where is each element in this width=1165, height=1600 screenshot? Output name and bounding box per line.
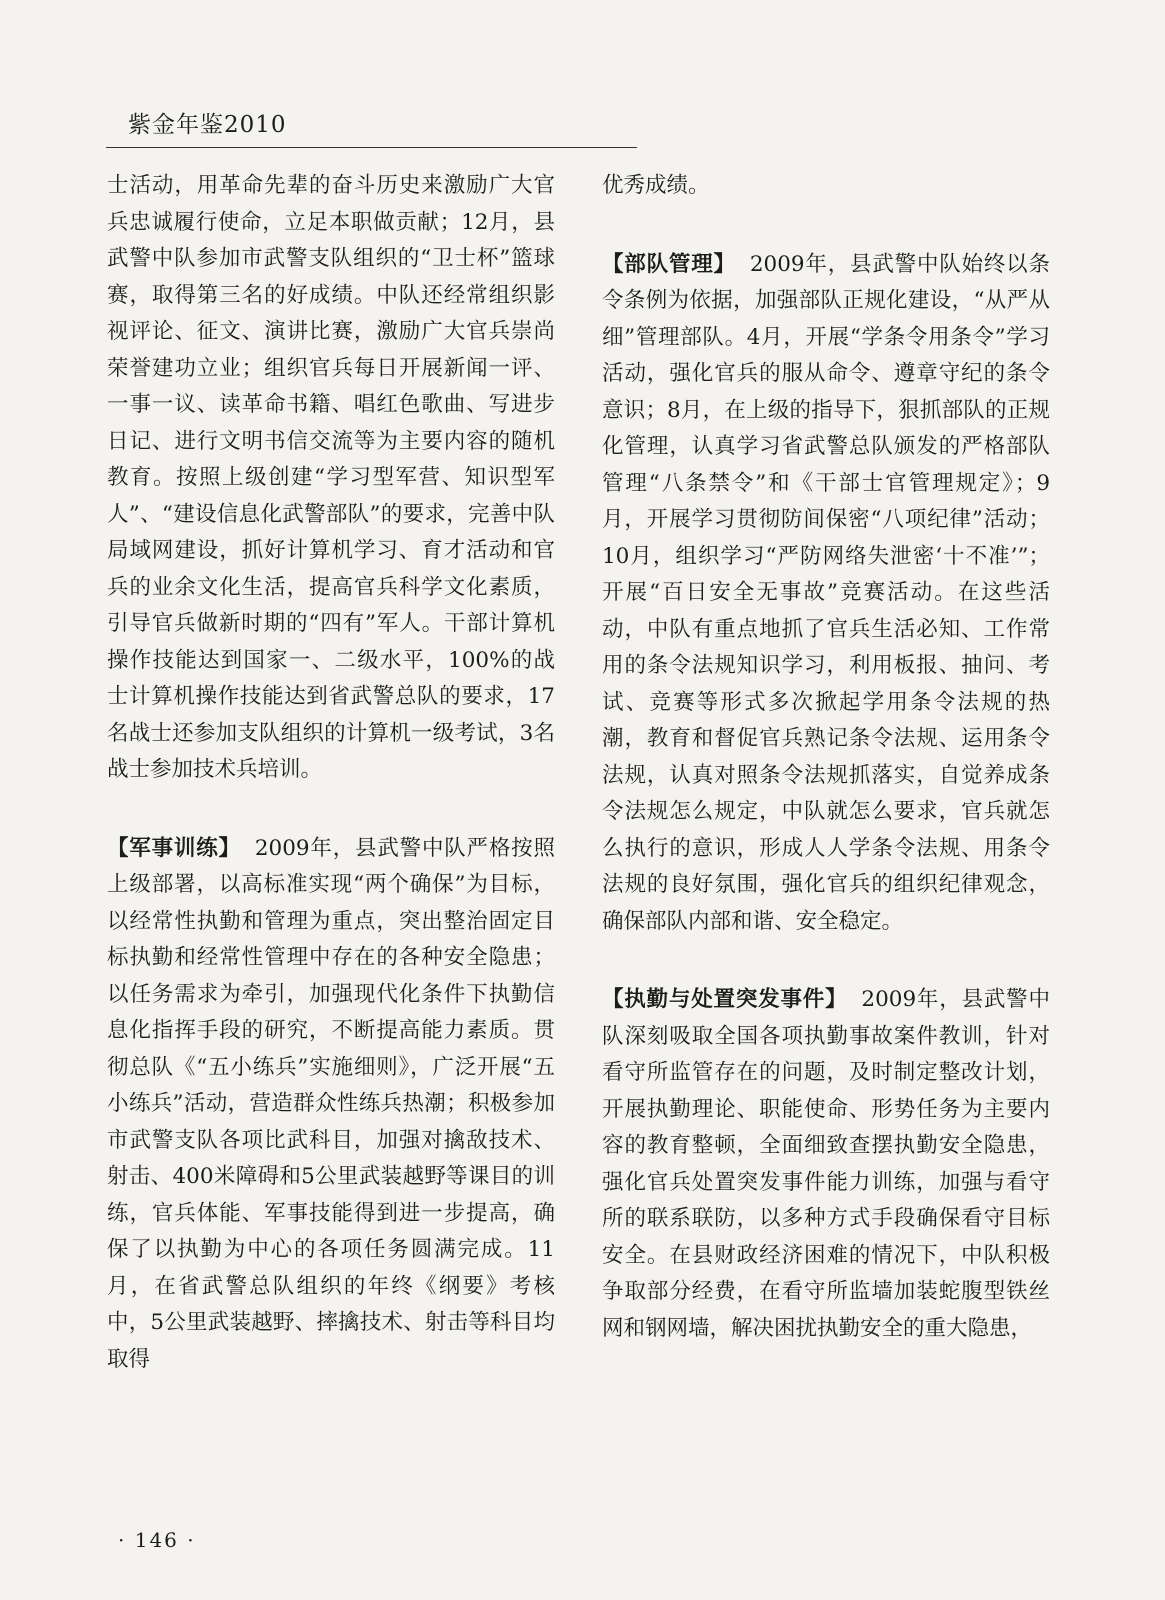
section-body: 县武警中队严格按照上级部署，以高标准实现“两个确保”为目标，以经常性执勤和管理为重点，突出整治固定目标执勤和经常性管理中存在的各种安全隐患；以任务需求为牵引，加强现代化条件下执勤信息化指挥手段的研究，不断提高能力素质。贯彻总队《“五小练兵”实施细则》，广泛开展“五小练兵”活动，营造群众性练兵热潮；积极参加市武警支队各项比武科目，加强对擒敌技术、射击、400米障碍和5公里武装越野等课目的训练，官兵体能、军事技能得到进一步提高，确保了以执勤为中心的各项任务圆满完成。11月，在省武警总队组织的年终《纲要》考核中，5公里武装越野、摔擒技术、射击等科目均取得 [107,835,555,1372]
page-number: · 146 · [118,1528,196,1552]
running-header: 紫金年鉴2010 [128,112,287,138]
left-column [107,168,555,1378]
military-training-section [107,831,555,1379]
duty-emergency-section [602,982,1050,1347]
unit-management-section [602,247,1050,941]
header-rule [106,147,637,148]
section-title: 【执勤与处置突发事件】 [602,987,848,1012]
section-body: 县武警中队深刻吸取全国各项执勤事故案件教训，针对看守所监管存在的问题，及时制定整改计划，开展执勤理论、职能使命、形势任务为主要内容的教育整顿，全面细致查摆执勤安全隐患，强化官兵处置突发事件能力训练，加强与看守所的联系联防，以多种方式手段确保看守目标安全。在县财政经济困难的情况下，中队积极争取部分经费，在看守所监墙加装蛇腹型铁丝网和钢网墙，解决困扰执勤安全的重大隐患， [602,987,1050,1341]
right-column [602,168,1050,1347]
continued-paragraph: 士活动，用革命先辈的奋斗历史来激励广大官兵忠诚履行使命，立足本职做贡献；12月，县武警中队参加市武警支队组织的“卫士杯”篮球赛，取得第三名的好成绩。中队还经常组织影视评论、征文、演讲比赛，激励广大官兵崇尚荣誉建功立业；组织官兵每日开展新闻一评、一事一议、读革命书籍、唱红色歌曲、写进步日记、进行文明书信交流等为主要内容的随机教育。按照上级创建“学习型军营、知识型军人”、“建设信息化武警部队”的要求，完善中队局域网建设，抓好计算机学习、育才活动和官兵的业余文化生活，提高官兵科学文化素质，引导官兵做新时期的“四有”军人。干部计算机操作技能达到国家一、二级水平，100%的战士计算机操作技能达到省武警总队的要求，17名战士还参加支队组织的计算机一级考试，3名战士参加技术兵培训。 [107,173,555,782]
section-year: 2009年， [861,987,962,1012]
section-title: 【军事训练】 [107,835,241,861]
section-year: 2009年， [254,835,356,861]
continued-paragraph: 优秀成绩。 [602,173,710,198]
section-year: 2009年， [749,251,851,277]
section-body: 县武警中队始终以条令条例为依据，加强部队正规化建设，“从严从细”管理部队。4月，开展“学条令用条令”学习活动，强化官兵的服从命令、遵章守纪的条令意识；8月，在上级的指导下，狠抓部队的正规化管理，认真学习省武警总队颁发的严格部队管理“八条禁令”和《干部士官管理规定》；9月，开展学习贯彻防间保密“八项纪律”活动；10月，组织学习“严防网络失泄密‘十不准’”；开展“百日安全无事故”竞赛活动。在这些活动，中队有重点地抓了官兵生活必知、工作常用的条令法规知识学习，利用板报、抽问、考试、竞赛等形式多次掀起学用条令法规的热潮，教育和督促官兵熟记条令法规、运用条令法规，认真对照条令法规抓落实，自觉养成条令法规怎么规定，中队就怎么要求，官兵就怎么执行的意识，形成人人学条令法规、用条令法规的良好氛围，强化官兵的组织纪律观念，确保部队内部和谐、安全稳定。 [602,251,1050,934]
section-title: 【部队管理】 [602,251,736,277]
